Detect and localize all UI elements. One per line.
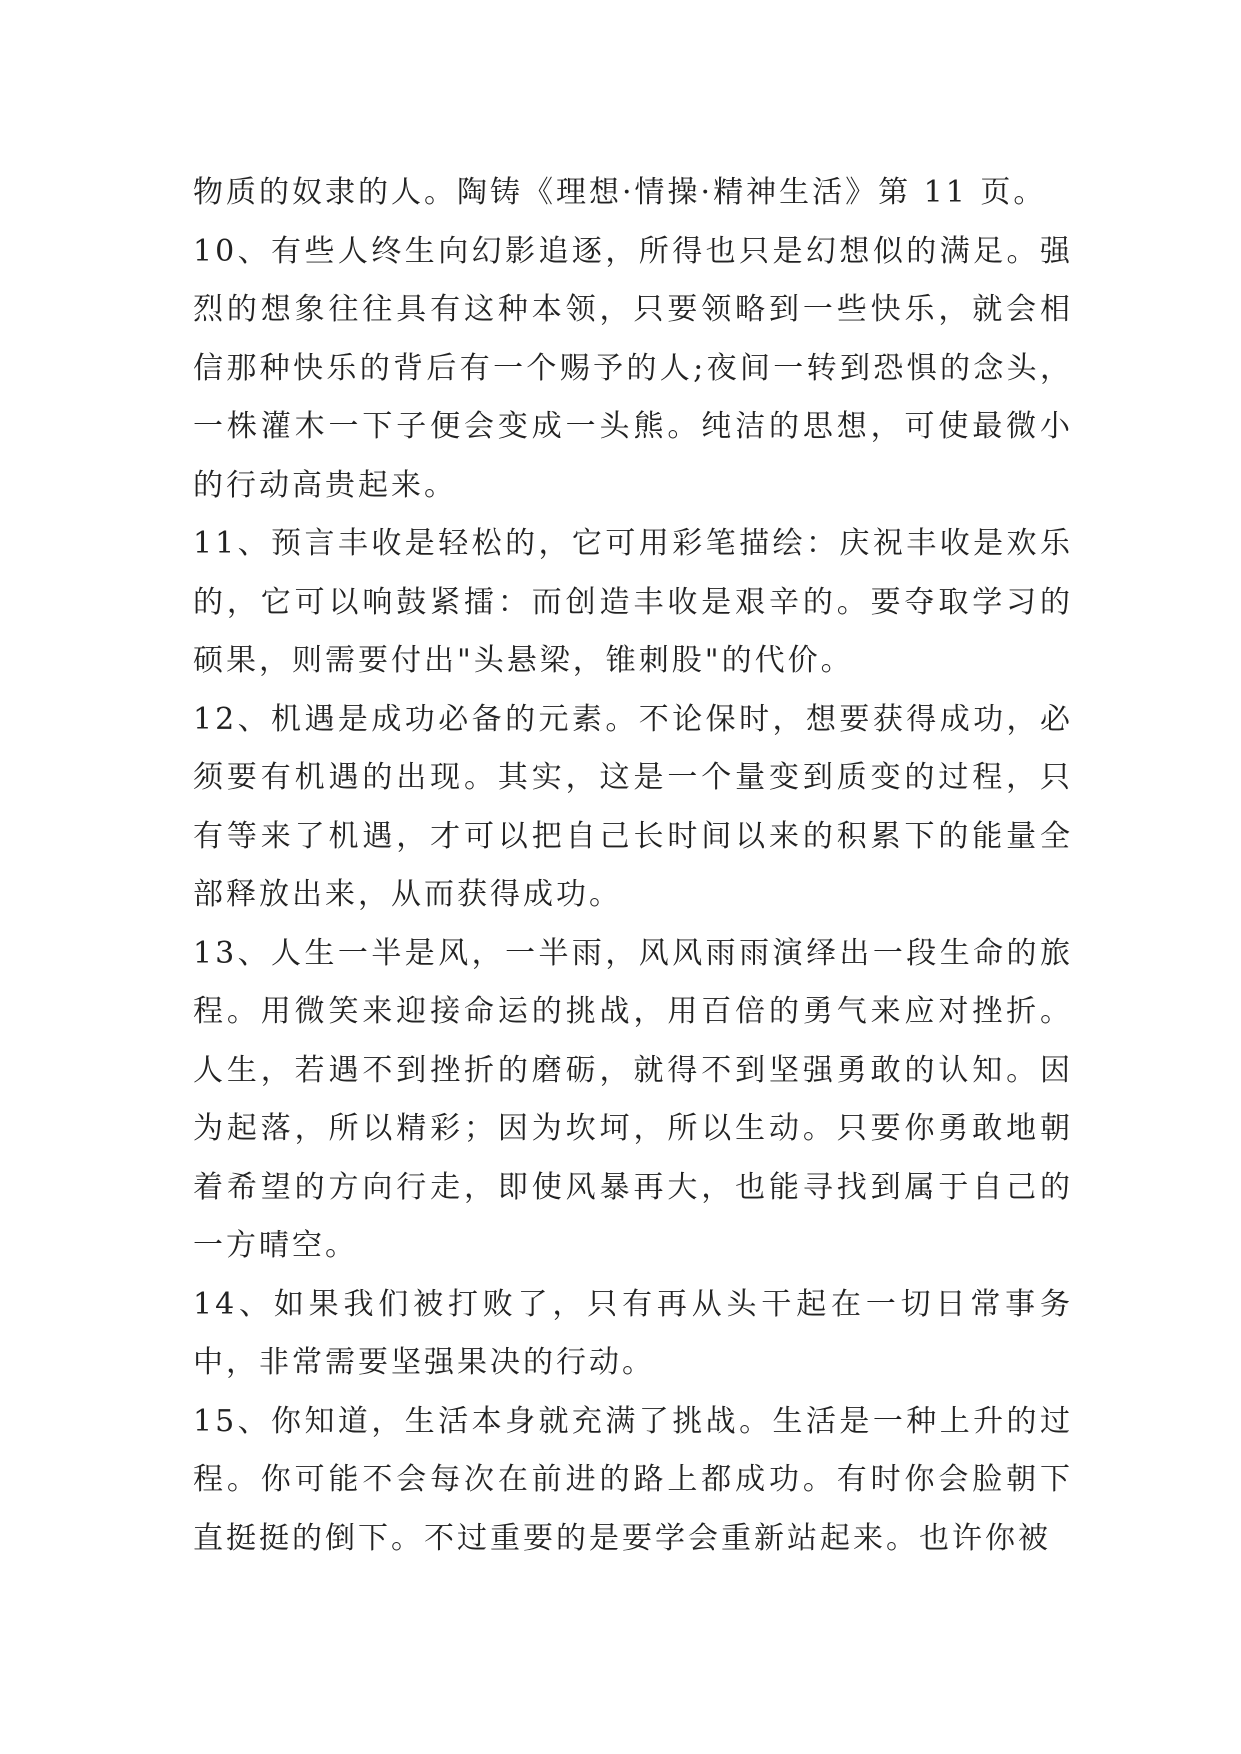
paragraph-10: 10、有些人终生向幻影追逐，所得也只是幻想似的满足。强烈的想象往往具有这种本领，只要领略到一些快乐，就会相信那种快乐的背后有一个赐予的人;夜间一转到恐惧的念头，一株灌木一下子便会变成一头熊。纯洁的思想，可使最微小的行动高贵起来。 (193, 233, 1073, 503)
paragraph-14: 14、如果我们被打败了，只有再从头干起在一切日常事务中，非常需要坚强果决的行动。 (193, 1286, 1073, 1380)
paragraph-13: 13、人生一半是风，一半雨，风风雨雨演绎出一段生命的旅程。用微笑来迎接命运的挑战，用百倍的勇气来应对挫折。人生，若遇不到挫折的磨砺，就得不到坚强勇敢的认知。因为起落，所以精彩；因为坎坷，所以生动。只要你勇敢地朝着希望的方向行走，即使风暴再大，也能寻找到属于自己的一方晴空。 (193, 935, 1073, 1263)
paragraph-continuation: 物质的奴隶的人。陶铸《理想·情操·精神生活》第 11 页。 (193, 175, 1047, 210)
paragraph-11: 11、预言丰收是轻松的，它可用彩笔描绘：庆祝丰收是欢乐的，它可以响鼓紧擂：而创造丰收是艰辛的。要夺取学习的硕果，则需要付出"头悬梁，锥刺股"的代价。 (193, 526, 1073, 678)
paragraph-12: 12、机遇是成功必备的元素。不论保时，想要获得成功，必须要有机遇的出现。其实，这是一个量变到质变的过程，只有等来了机遇，才可以把自己长时间以来的积累下的能量全部释放出来，从而获得成功。 (193, 701, 1073, 912)
document-body (193, 164, 1073, 1568)
paragraph-15: 15、你知道，生活本身就充满了挑战。生活是一种上升的过程。你可能不会每次在前进的路上都成功。有时你会脸朝下直挺挺的倒下。不过重要的是要学会重新站起来。也许你被 (193, 1403, 1073, 1556)
